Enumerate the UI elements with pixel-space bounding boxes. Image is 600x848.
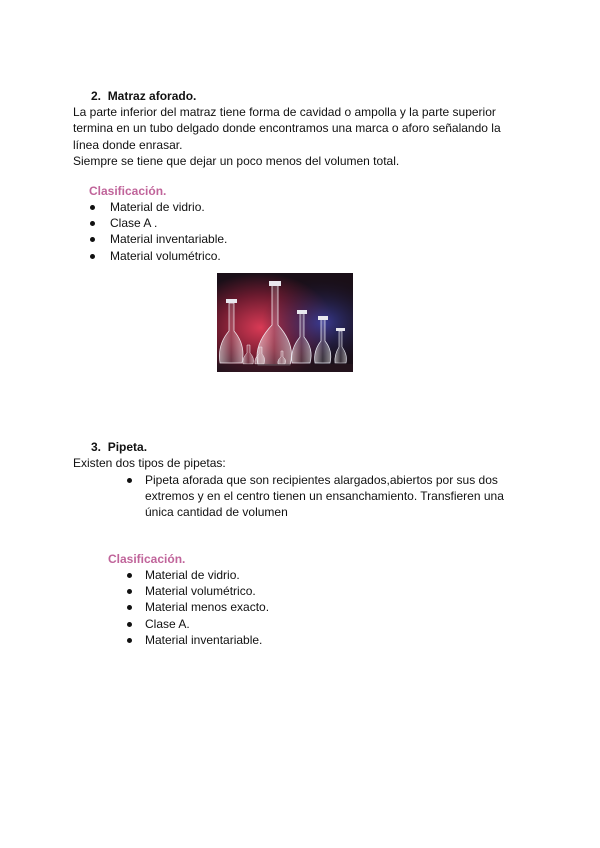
section-3-heading: [91, 440, 147, 454]
classification-label: Clasificación.: [108, 552, 186, 566]
volumetric-flasks-photo: [217, 273, 353, 372]
pipette-types-list: [127, 472, 527, 521]
section-title: Matraz aforado.: [107, 89, 197, 103]
list-item: Clase A.: [127, 616, 269, 632]
section-3-intro: Existen dos tipos de pipetas:: [73, 456, 226, 470]
list-item: Material inventariable.: [127, 632, 269, 648]
paragraph-line: La parte inferior del matraz tiene forma de cavidad o ampolla y la parte superior: [73, 105, 496, 119]
classification-label: Clasificación.: [89, 184, 167, 198]
list-item: Material inventariable.: [90, 231, 227, 247]
list-item-line: única cantidad de volumen: [145, 505, 288, 520]
list-item-line: Pipeta aforada que son recipientes alargados,abiertos por sus dos: [145, 473, 498, 487]
list-item: Material de vidrio.: [127, 567, 269, 583]
section-2-paragraph: [73, 104, 523, 169]
list-item: [127, 472, 527, 521]
paragraph-line: línea donde enrasar.: [73, 137, 183, 152]
list-item: Material volumétrico.: [90, 248, 227, 264]
section-2-heading: [91, 89, 196, 103]
list-item: Material de vidrio.: [90, 199, 227, 215]
list-item: Clase A .: [90, 215, 227, 231]
list-item: Material menos exacto.: [127, 599, 269, 615]
section-number: 2.: [91, 89, 102, 103]
classification-list: [127, 567, 269, 648]
section-number: 3.: [91, 440, 102, 454]
paragraph-line: Siempre se tiene que dejar un poco menos del volumen total.: [73, 153, 400, 168]
paragraph-line: termina en un tubo delgado donde encontramos una marca o aforo señalando la: [73, 121, 501, 136]
list-item-line: extremos y en el centro tienen un ensanchamiento. Transfieren una: [145, 489, 504, 504]
list-item: Material volumétrico.: [127, 583, 269, 599]
classification-list: [90, 199, 227, 264]
section-title: Pipeta.: [107, 440, 148, 454]
